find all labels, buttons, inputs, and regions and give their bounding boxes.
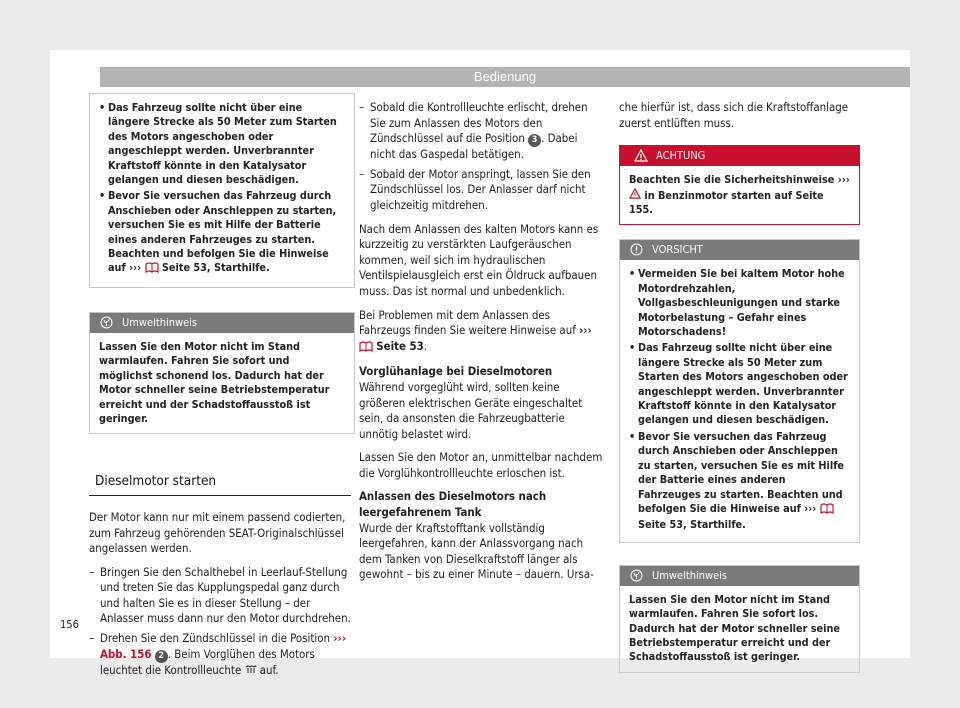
caution-box (619, 239, 860, 542)
leaf-icon (100, 316, 113, 329)
env-text: Lassen Sie den Motor nicht im Stand warmlaufen. Fahren Sie sofort und möglichst schonend los. Dadurch hat der Motor schneller seine Betriebstemperatur erreicht und der Schadstoffausstoß ist geringer. (99, 339, 330, 425)
caution-bullet: • Bevor Sie versuchen das Fahrzeug durch Anschieben oder Anschleppen zu starten, versuchen Sie es mit Hilfe der Batterie eines anderen Fahrzeuges zu starten. Beachten und befolgen Sie die Hinweise auf ››› Seite 53, Starthilfe. (629, 430, 850, 533)
ref-arrows: ››› (837, 173, 850, 187)
position-number: 2 (155, 650, 168, 663)
intro-text: Der Motor kann nur mit einem passend codierten, zum Fahrzeug gehörenden SEAT-Originalschlüssel angelassen werden. (89, 509, 346, 556)
glow-plug-icon (245, 663, 257, 677)
subheading: Anlassen des Dieselmotors nach leergefahrenem Tank (359, 489, 547, 520)
column-1 (89, 93, 355, 682)
column-2 (359, 100, 604, 591)
step-item: – Drehen Sie den Zündschlüssel in die Position ››› Abb. 156 2 . Beim Vorglühen des Motors leuchtet die Kontrollleuchte auf. (89, 631, 346, 677)
env-title: Umwelthinweis (652, 568, 728, 582)
figure-ref-arrows[interactable]: ››› (333, 631, 346, 646)
warning-box: ACHTUNG Beachten Sie die Sicherheitshinweise ››› in Benzinmotor starten auf Seite 155. (619, 145, 860, 225)
notice-bullet: • Das Fahrzeug sollte nicht über eine längere Strecke als 50 Meter zum Starten des Motors angeschoben oder angeschleppt werden. Unverbrannter Kraftstoff könnte in den Katalysator gelangen und diesen beschädigen. (99, 101, 345, 187)
book-icon (145, 262, 159, 277)
paragraph: Bei Problemen mit dem Anlassen des Fahrzeugs finden Sie weitere Hinweise auf ››› Seite 53. (359, 308, 604, 357)
paragraph: che hierfür ist, dass sich die Kraftstoffanlage zuerst entlüften muss. (619, 100, 849, 130)
paragraph: Lassen Sie den Motor an, unmittelbar nachdem die Vorglühkontrollleuchte erloschen ist. (359, 450, 603, 480)
figure-ref-link[interactable]: Abb. 156 (100, 646, 152, 661)
warning-triangle-icon (629, 189, 641, 202)
paragraph: Während vorgeglüht wird, sollten keine größeren elektrischen Geräte eingeschaltet sein, da ansonsten die Fahrzeugbatterie unnötig belastet wird. (359, 379, 583, 441)
caution-bullet: • Vermeiden Sie bei kaltem Motor hohe Motordrehzahlen, Vollgasbeschleunigungen und starke Motorbelastung – Gefahr eines Motorschadens! (629, 267, 850, 339)
ref-arrows: ››› (579, 323, 592, 338)
page-ref: Seite 53 (376, 338, 424, 353)
paragraph: Nach dem Anlassen des kalten Motors kann es kurzzeitig zu verstärkten Laufgeräuschen kommen, weil sich im hydraulischen Ventilspielausgleich erst ein Öldruck aufbauen muss. Das ist normal und unbedenklich. (359, 221, 599, 298)
caution-icon (630, 243, 643, 256)
env-text: Lassen Sie den Motor nicht im Stand warmlaufen. Fahren Sie sofort los. Dadurch hat der Motor schneller seine Betriebstemperatur erreicht und der Schadstoffausstoß ist geringer. (629, 592, 840, 664)
env-box (89, 312, 355, 434)
chapter-header: Bedienung (100, 67, 910, 87)
env-title: Umwelthinweis (122, 315, 198, 329)
page-number: 156 (60, 618, 79, 631)
warning-title: ACHTUNG (656, 149, 706, 163)
step-item: – Bringen Sie den Schalthebel in Leerlauf-Stellung und treten Sie das Kupplungspedal ganz durch und halten Sie es in dieser Stellung – der Anlasser muss dann nur den Motor durchdrehen. (89, 564, 351, 626)
caution-bullet: • Das Fahrzeug sollte nicht über eine längere Strecke als 50 Meter zum Starten des Motors angeschoben oder angeschleppt werden. Unverbrannter Kraftstoff könnte in den Katalysator gelangen und diesen beschädigen. (629, 341, 850, 427)
env-box (619, 565, 860, 673)
book-icon (820, 503, 834, 518)
position-number: 3 (528, 134, 541, 147)
warning-triangle-icon (634, 149, 648, 162)
notice-box (89, 93, 355, 288)
step-item: – Sobald der Motor anspringt, lassen Sie den Zündschlüssel los. Der Anlasser darf nicht gleichzeitig mitdrehen. (359, 166, 591, 212)
step-item: – Sobald die Kontrollleuchte erlischt, drehen Sie zum Anlassen des Motors den Zündschlüssel auf die Position 3 . Dabei nicht das Gaspedal betätigen. (359, 100, 588, 162)
leaf-icon (630, 569, 643, 582)
notice-ref-text: Seite 53, Starthilfe (161, 261, 267, 275)
ref-arrows: ››› (129, 261, 142, 275)
subheading: Vorglühanlage bei Dieselmotoren (359, 364, 553, 379)
ref-arrows: ››› (804, 501, 817, 515)
paragraph: Wurde der Kraftstofftank vollständig leergefahren, kann der Anlassvorgang nach dem Tanken von Dieselkraftstoff länger als gewohnt – bis zu einer Minute – dauern. Ursa- (359, 520, 594, 582)
notice-bullet: • Bevor Sie versuchen das Fahrzeug durch Anschieben oder Anschleppen zu starten, versuchen Sie es mit Hilfe der Batterie eines anderen Fahrzeuges zu starten. Beachten und befolgen Sie die Hinweise auf ››› Seite 53, Starthilfe. (99, 189, 345, 277)
caution-title: VORSICHT (652, 243, 703, 257)
section-title: Dieselmotor starten (89, 474, 351, 496)
book-icon (359, 341, 373, 357)
manual-page (50, 50, 910, 677)
column-3 (619, 100, 860, 687)
